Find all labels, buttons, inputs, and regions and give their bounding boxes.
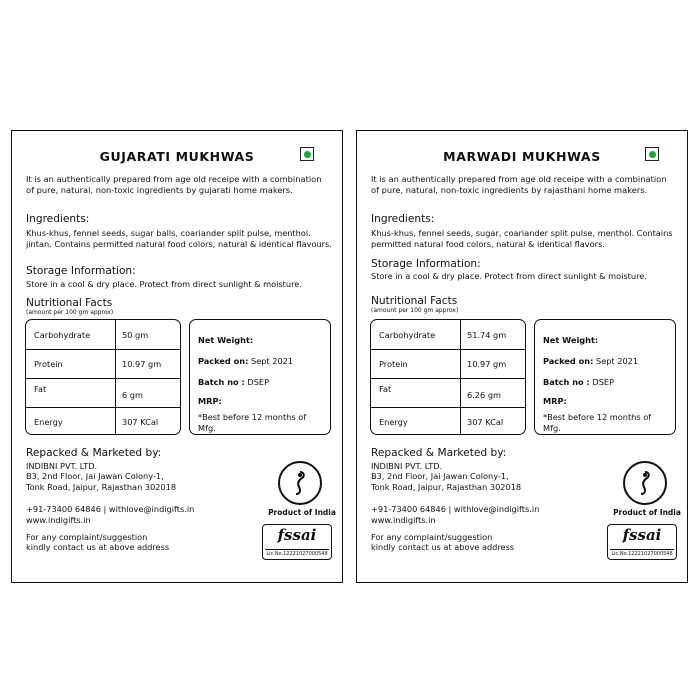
table-row — [371, 378, 525, 407]
nutrient-name: Carbohydrate — [26, 320, 116, 349]
company-name: INDIBNI PVT. LTD. — [26, 461, 98, 471]
best-before: *Best before 12 months of Mfg. — [543, 412, 652, 433]
table-row — [26, 378, 180, 407]
table-row — [26, 320, 180, 349]
batch-no: Batch no : DSEP — [543, 377, 615, 387]
repacked-heading: Repacked & Marketed by: — [371, 447, 507, 459]
nutrient-value: 50 gm — [122, 329, 149, 340]
packed-on: Packed on: Sept 2021 — [543, 356, 639, 366]
batch-info-box — [534, 319, 676, 435]
table-row — [371, 349, 525, 378]
website: www.indigifts.in — [371, 515, 436, 525]
mrp-label: MRP: — [198, 396, 222, 406]
address-line-1: B3, 2nd Floor, Jai Jawan Colony-1, — [26, 471, 164, 481]
complaint-line-1: For any complaint/suggestion — [26, 532, 148, 542]
license-number: Lic.No.12221027000548 — [611, 551, 673, 557]
nutrient-name: Carbohydrate — [371, 320, 461, 349]
nutrient-value: 10.97 gm — [467, 358, 507, 369]
veg-mark-icon — [645, 147, 659, 161]
storage-text: Store in a cool & dry place. Protect from direct sunlight & moisture. — [371, 271, 647, 281]
product-of-india-logo-icon — [278, 461, 322, 505]
nutrient-value: 6 gm — [122, 389, 143, 400]
nutrition-heading: Nutritional Facts — [26, 297, 113, 309]
website: www.indigifts.in — [26, 515, 91, 525]
storage-text: Store in a cool & dry place. Protect from direct sunlight & moisture. — [26, 279, 302, 289]
storage-heading: Storage Information: — [371, 258, 481, 270]
nutrition-table — [25, 319, 181, 435]
ingredients-heading: Ingredients: — [371, 213, 435, 225]
table-row — [371, 320, 525, 349]
nutrition-note: (amount per 100 gm approx) — [26, 309, 114, 316]
nutrient-value: 6.26 gm — [467, 389, 502, 400]
mrp-label: MRP: — [543, 396, 567, 406]
ingredients-heading: Ingredients: — [26, 213, 90, 225]
product-description: It is an authentically prepared from age old receipe with a combination of pure, natural, non-toxic ingredients by rajasthani home makers. — [371, 174, 667, 195]
nutrient-name: Protein — [371, 349, 461, 378]
nutrition-table — [370, 319, 526, 435]
storage-heading: Storage Information: — [26, 265, 136, 277]
table-row — [371, 407, 525, 435]
product-description: It is an authentically prepared from age old receipe with a combination of pure, natural, non-toxic ingredients by gujarati home makers. — [26, 174, 322, 195]
nutrient-value: 307 KCal — [467, 416, 504, 427]
ingredients-text: Khus-khus, fennel seeds, sugar, coariander split pulse, menthol. Contains permitted natural food colors, natural & identical flavors. — [371, 228, 673, 249]
batch-no: Batch no : DSEP — [198, 377, 270, 387]
label-gujarati — [11, 130, 343, 583]
ingredients-text: Khus-khus, fennel seeds, sugar balls, coariander split pulse, menthol. jintan. Contains permitted natural food colors, natural & identical flavours. — [26, 228, 332, 249]
nutrient-name: Protein — [26, 349, 116, 378]
nutrient-name: Energy — [371, 407, 461, 435]
nutrient-value: 307 KCal — [122, 416, 159, 427]
net-weight-label: Net Weight: — [198, 335, 254, 345]
best-before: *Best before 12 months of Mfg. — [198, 412, 307, 433]
address-line-1: B3, 2nd Floor, Jai Jawan Colony-1, — [371, 471, 509, 481]
nutrient-name: Fat — [26, 378, 116, 407]
fssai-logo: fssai Lic.No.12221027000548 — [607, 524, 677, 560]
address-line-2: Tonk Road, Jaipur, Rajasthan 302018 — [371, 482, 522, 492]
nutrition-note: (amount per 100 gm approx) — [371, 307, 459, 314]
nutrient-value: 10.97 gm — [122, 358, 162, 369]
address-line-2: Tonk Road, Jaipur, Rajasthan 302018 — [26, 482, 177, 492]
complaint-line-1: For any complaint/suggestion — [371, 532, 493, 542]
contact-line: +91-73400 64846 | withlove@indigifts.in — [26, 504, 195, 514]
table-row — [26, 349, 180, 378]
nutrient-name: Energy — [26, 407, 116, 435]
veg-mark-icon — [300, 147, 314, 161]
label-marwadi — [356, 130, 688, 583]
license-number: Lic.No.12221027000548 — [266, 551, 328, 557]
net-weight-label: Net Weight: — [543, 335, 599, 345]
product-of-india-text: Product of India — [613, 508, 681, 517]
product-of-india-logo-icon — [623, 461, 667, 505]
contact-line: +91-73400 64846 | withlove@indigifts.in — [371, 504, 540, 514]
product-of-india-text: Product of India — [268, 508, 336, 517]
table-row — [26, 407, 180, 435]
packed-on: Packed on: Sept 2021 — [198, 356, 294, 366]
nutrient-name: Fat — [371, 378, 461, 407]
product-title: GUJARATI MUKHWAS — [99, 149, 255, 164]
complaint-line-2: kindly contact us at above address — [371, 542, 515, 552]
repacked-heading: Repacked & Marketed by: — [26, 447, 162, 459]
product-title: MARWADI MUKHWAS — [443, 149, 601, 164]
batch-info-box — [189, 319, 331, 435]
nutrition-heading: Nutritional Facts — [371, 295, 458, 307]
company-name: INDIBNI PVT. LTD. — [371, 461, 443, 471]
complaint-line-2: kindly contact us at above address — [26, 542, 170, 552]
fssai-logo: fssai Lic.No.12221027000548 — [262, 524, 332, 560]
nutrient-value: 51.74 gm — [467, 329, 507, 340]
